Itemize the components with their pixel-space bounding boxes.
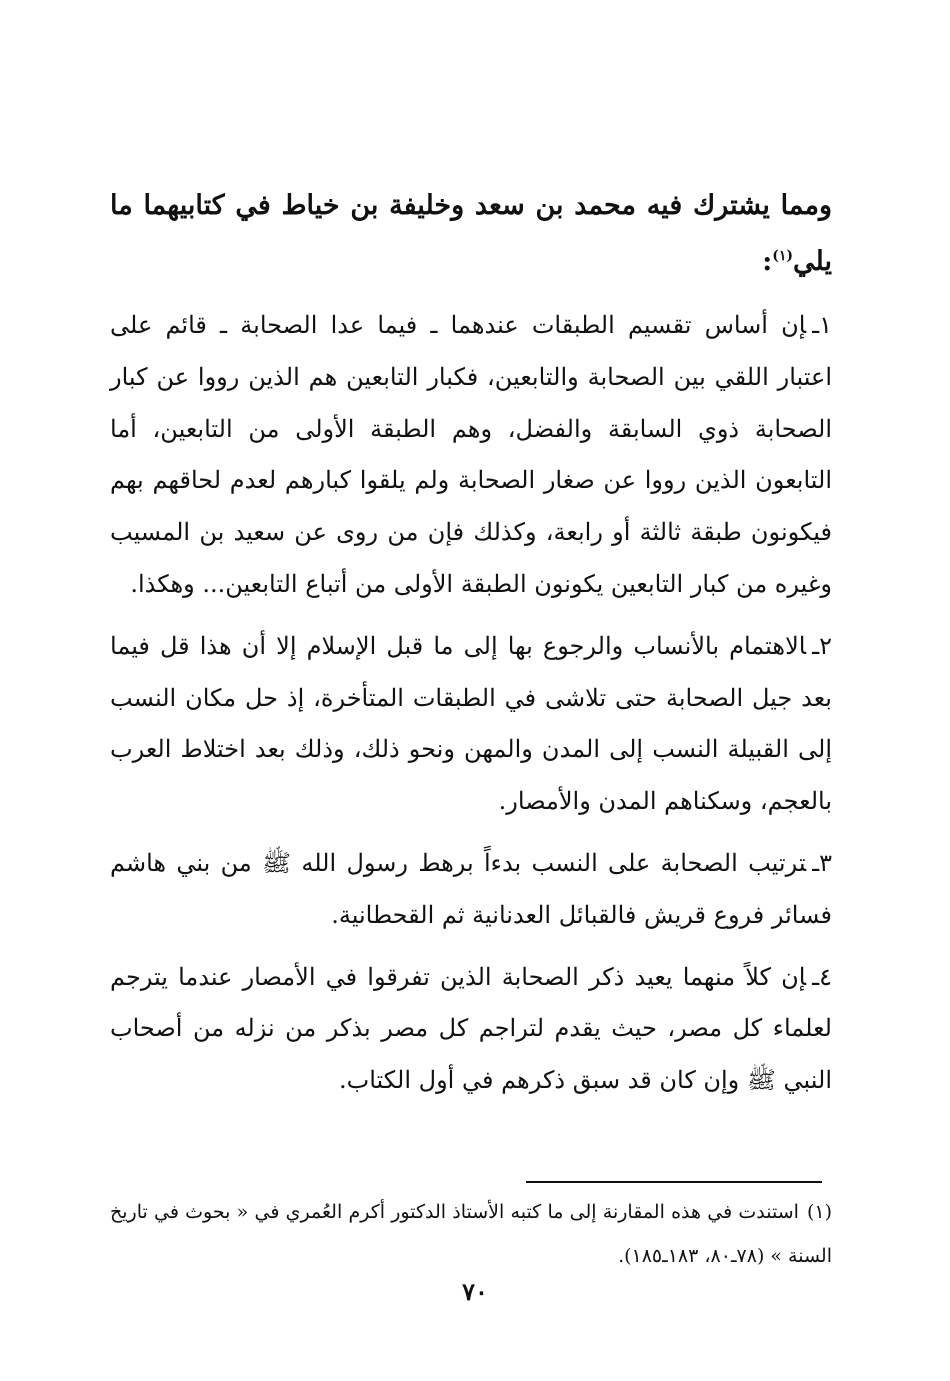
footnote-number: (١) — [806, 1201, 832, 1223]
item-number: ٣ـ — [812, 848, 832, 877]
item-text: إن كلاً منهما يعيد ذكر الصحابة الذين تفرقوا في الأمصار عندما يترجم لعلماء كل مصر، حيث يقدم لتراجم كل مصر بذكر من نزله من أصحاب النبي ﷺ وإن كان قد سبق ذكرهم في أول الكتاب. — [110, 962, 832, 1095]
footnote-reference[interactable]: (١) — [772, 248, 794, 264]
list-item — [110, 300, 832, 611]
intro-heading — [110, 178, 832, 290]
footnote — [110, 1190, 832, 1278]
item-text: الاهتمام بالأنساب والرجوع بها إلى ما قبل الإسلام إلا أن هذا قل فيما بعد جيل الصحابة حتى تلاشى في الطبقات المتأخرة، إذ حل مكان النسب إلى القبيلة النسب إلى المدن والمهن ونحو ذلك، وذلك بعد اختلاط العرب بالعجم، وسكناهم المدن والأمصار. — [110, 631, 832, 816]
list-item — [110, 621, 832, 828]
item-number: ٤ـ — [812, 962, 832, 991]
footnote-text: استندت في هذه المقارنة إلى ما كتبه الأستاذ الدكتور أكرم العُمري في « بحوث في تاريخ السنة » (٧٨ـ٨٠، ١٨٣ـ١٨٥). — [110, 1201, 832, 1267]
item-number: ١ـ — [812, 311, 832, 339]
page-number: ٧٠ — [462, 1277, 488, 1306]
footnote-divider — [526, 1181, 822, 1183]
intro-text: ومما يشترك فيه محمد بن سعد وخليفة بن خياط في كتابيهما ما يلي — [110, 190, 832, 277]
item-text: ترتيب الصحابة على النسب بدءاً برهط رسول الله ﷺ من بني هاشم فسائر فروع قريش فالقبائل العدنانية ثم القحطانية. — [110, 848, 832, 929]
list-item — [110, 838, 832, 942]
list-item — [110, 952, 832, 1107]
item-text: إن أساس تقسيم الطبقات عندهما ـ فيما عدا الصحابة ـ قائم على اعتبار اللقي بين الصحابة والتابعين، فكبار التابعين هم الذين رووا عن كبار الصحابة ذوي السابقة والفضل، وهم الطبقة الأولى من التابعين، أما التابعون الذين رووا عن صغار الصحابة ولم يلقوا كبارهم لعدم لحاقهم بهم فيكونون طبقة ثالثة أو رابعة، وكذلك فإن من روى عن سعيد بن المسيب وغيره من كبار التابعين يكونون الطبقة الأولى من أتباع التابعين... وهكذا. — [110, 311, 832, 598]
item-number: ٢ـ — [812, 631, 832, 660]
intro-colon: : — [762, 246, 773, 277]
